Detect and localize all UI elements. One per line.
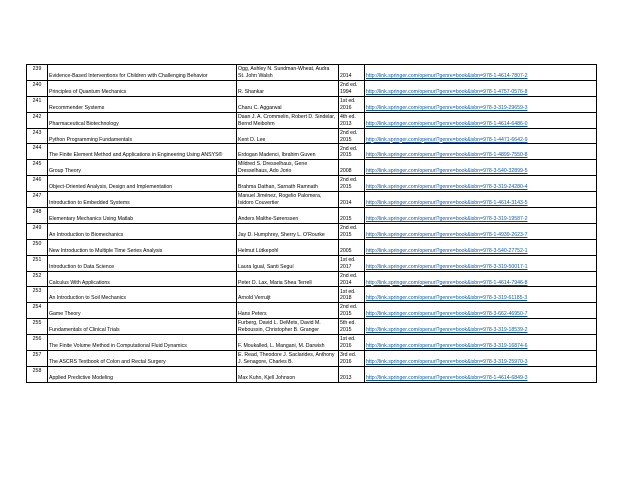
book-authors: Daan J. A. Crommelin, Robert D. Sindelar, Bernd Meibohm: [237, 112, 339, 128]
book-edition: 2nd ed. 2015: [339, 176, 365, 192]
book-authors: Manuel Jiménez, Rogelio Palomera, Isidoro Couvertier: [237, 192, 339, 208]
book-edition: 2nd ed. 2015: [339, 303, 365, 319]
book-authors: Charu C. Aggarwal: [237, 96, 339, 112]
book-link[interactable]: http://link.springer.com/openurl?genre=book&isbn=978-3-540-27752-1: [366, 247, 528, 254]
book-authors: Max Kuhn, Kjell Johnson: [237, 366, 339, 382]
table-row: [27, 192, 597, 208]
row-number: 243: [27, 128, 48, 144]
table-row: [27, 65, 597, 81]
row-number: 257: [27, 351, 48, 367]
book-edition: 2nd ed. 2015: [339, 223, 365, 239]
row-number: 255: [27, 319, 48, 335]
book-link[interactable]: http://link.springer.com/openurl?genre=book&isbn=978-1-4614-3143-5: [366, 200, 528, 207]
book-edition: 2nd ed. 1994: [339, 80, 365, 96]
row-number: 252: [27, 271, 48, 287]
table-row: [27, 176, 597, 192]
book-link-cell: [365, 335, 597, 351]
book-edition: 3rd ed. 2016: [339, 351, 365, 367]
book-authors: Hans Peters: [237, 303, 339, 319]
table-row: [27, 319, 597, 335]
book-link-cell: [365, 239, 597, 255]
row-number: 248: [27, 208, 48, 224]
table-row: [27, 271, 597, 287]
book-authors: Anders Malthe-Sørenssen: [237, 208, 339, 224]
book-link[interactable]: http://link.springer.com/openurl?genre=book&isbn=978-1-4471-6642-9: [366, 136, 528, 143]
book-link[interactable]: http://link.springer.com/openurl?genre=book&isbn=978-3-319-25970-3: [366, 359, 528, 366]
book-link[interactable]: http://link.springer.com/openurl?genre=book&isbn=978-1-4614-7807-2: [366, 72, 528, 79]
book-edition: 4th ed. 2013: [339, 112, 365, 128]
book-title: New Introduction to Multiple Time Series Analysis: [48, 239, 237, 255]
book-authors: E. Read, Theodore J. Saclarides, Anthony J. Senagore, Charles B.: [237, 351, 339, 367]
table-row: [27, 255, 597, 271]
book-title: Recommender Systems: [48, 96, 237, 112]
table-row: [27, 287, 597, 303]
book-table-body: [27, 65, 597, 383]
book-title: An Introduction to Biomechanics: [48, 223, 237, 239]
book-link[interactable]: http://link.springer.com/openurl?genre=book&isbn=978-1-4757-0576-8: [366, 88, 528, 95]
book-link-cell: [365, 144, 597, 160]
book-edition: 2013: [339, 366, 365, 382]
book-edition: 2nd ed. 2014: [339, 271, 365, 287]
row-number: 246: [27, 176, 48, 192]
book-edition: 1st ed. 2018: [339, 287, 365, 303]
book-link-cell: [365, 303, 597, 319]
table-row: [27, 80, 597, 96]
table-row: [27, 160, 597, 176]
book-link[interactable]: http://link.springer.com/openurl?genre=book&isbn=978-3-319-18539-2: [366, 327, 528, 334]
book-link-cell: [365, 96, 597, 112]
book-title: The Finite Element Method and Applications in Engineering Using ANSYS®: [48, 144, 237, 160]
book-title: Principles of Quantum Mechanics: [48, 80, 237, 96]
table-row: [27, 128, 597, 144]
book-link[interactable]: http://link.springer.com/openurl?genre=book&isbn=978-1-4614-7946-8: [366, 279, 528, 286]
book-authors: Helmut Lütkepohl: [237, 239, 339, 255]
book-link[interactable]: http://link.springer.com/openurl?genre=book&isbn=978-3-319-50017-1: [366, 263, 528, 270]
book-title: Evidence-Based Interventions for Children with Challenging Behavior: [48, 65, 237, 81]
book-link-cell: [365, 80, 597, 96]
book-title: The ASCRS Textbook of Colon and Rectal Surgery: [48, 351, 237, 367]
book-link[interactable]: http://link.springer.com/openurl?genre=book&isbn=978-1-4939-2623-7: [366, 231, 528, 238]
book-title: Applied Predictive Modeling: [48, 366, 237, 382]
book-link-cell: [365, 65, 597, 81]
book-link[interactable]: http://link.springer.com/openurl?genre=book&isbn=978-1-4614-6486-0: [366, 120, 528, 127]
book-link[interactable]: http://link.springer.com/openurl?genre=book&isbn=978-3-540-32899-5: [366, 168, 528, 175]
row-number: 254: [27, 303, 48, 319]
table-row: [27, 144, 597, 160]
table-row: [27, 112, 597, 128]
book-title: Calculus With Applications: [48, 271, 237, 287]
book-authors: Ogg, Ashley N. Sundman-Wheat, Audra St. John Walsh: [237, 65, 339, 81]
book-link-cell: [365, 319, 597, 335]
book-link-cell: [365, 271, 597, 287]
book-link-cell: [365, 112, 597, 128]
book-title: Pharmaceutical Biotechnology: [48, 112, 237, 128]
book-link[interactable]: http://link.springer.com/openurl?genre=book&isbn=978-3-319-61185-3: [366, 295, 528, 302]
book-authors: Laura Igual, Santi Seguí: [237, 255, 339, 271]
book-title: An Introduction to Soil Mechanics: [48, 287, 237, 303]
book-edition: 2nd ed. 2015: [339, 128, 365, 144]
book-link[interactable]: http://link.springer.com/openurl?genre=book&isbn=978-3-319-29659-3: [366, 104, 528, 111]
row-number: 245: [27, 160, 48, 176]
book-title: Fundamentals of Clinical Trials: [48, 319, 237, 335]
book-authors: Kent D. Lee: [237, 128, 339, 144]
book-edition: 2014: [339, 65, 365, 81]
row-number: 256: [27, 335, 48, 351]
table-row: [27, 223, 597, 239]
book-link-cell: [365, 287, 597, 303]
book-edition: 2008: [339, 160, 365, 176]
book-link-cell: [365, 176, 597, 192]
book-title: Introduction to Embedded Systems: [48, 192, 237, 208]
book-link[interactable]: http://link.springer.com/openurl?genre=book&isbn=978-3-319-24280-4: [366, 184, 528, 191]
book-edition: 1st ed. 2016: [339, 96, 365, 112]
book-authors: Erdogan Madenci, Ibrahim Guven: [237, 144, 339, 160]
book-edition: 1st ed. 2016: [339, 335, 365, 351]
book-title: Python Programming Fundamentals: [48, 128, 237, 144]
book-link[interactable]: http://link.springer.com/openurl?genre=book&isbn=978-3-319-16874-6: [366, 343, 528, 350]
book-title: Elementary Mechanics Using Matlab: [48, 208, 237, 224]
book-link-cell: [365, 223, 597, 239]
table-row: [27, 303, 597, 319]
row-number: 240: [27, 80, 48, 96]
book-edition: 1st ed. 2017: [339, 255, 365, 271]
book-title: Introduction to Data Science: [48, 255, 237, 271]
book-authors: Furberg, David L. DeMets, David M. Reboussin, Christopher B. Granger: [237, 319, 339, 335]
book-link-cell: [365, 192, 597, 208]
book-authors: Arnold Verruijt: [237, 287, 339, 303]
book-link[interactable]: http://link.springer.com/openurl?genre=book&isbn=978-3-319-19587-2: [366, 216, 528, 222]
book-edition: 2005: [339, 239, 365, 255]
book-link-cell: [365, 255, 597, 271]
book-authors: R. Shankar: [237, 80, 339, 96]
table-row: [27, 335, 597, 351]
table-row: [27, 239, 597, 255]
book-authors: Peter D. Lax, Maria Shea Terrell: [237, 271, 339, 287]
book-authors: Mildred S. Dresselhaus, Gene Dresselhaus, Ado Jorio: [237, 160, 339, 176]
book-title: Object-Oriented Analysis, Design and Implementation: [48, 176, 237, 192]
book-link[interactable]: http://link.springer.com/openurl?genre=book&isbn=978-1-4614-6849-3: [366, 374, 528, 381]
book-link-cell: [365, 366, 597, 382]
book-link-cell: [365, 128, 597, 144]
row-number: 241: [27, 96, 48, 112]
book-authors: Brahma Dathan, Sarnath Ramnath: [237, 176, 339, 192]
book-title: The Finite Volume Method in Computational Fluid Dynamics: [48, 335, 237, 351]
row-number: 244: [27, 144, 48, 160]
book-authors: Jay D. Humphrey, Sherry L. O'Rourke: [237, 223, 339, 239]
book-link-cell: [365, 160, 597, 176]
book-link[interactable]: http://link.springer.com/openurl?genre=book&isbn=978-1-4899-7550-8: [366, 152, 528, 159]
row-number: 253: [27, 287, 48, 303]
book-edition: 2014: [339, 192, 365, 208]
book-authors: F. Moukalled, L. Mangani, M. Darwish: [237, 335, 339, 351]
row-number: 251: [27, 255, 48, 271]
table-row: [27, 366, 597, 382]
book-link-cell: [365, 208, 597, 224]
book-edition: 5th ed. 2015: [339, 319, 365, 335]
book-title: Group Theory: [48, 160, 237, 176]
book-link[interactable]: http://link.springer.com/openurl?genre=book&isbn=978-3-662-46950-7: [366, 311, 528, 318]
book-link-cell: [365, 351, 597, 367]
table-row: [27, 208, 597, 224]
table-row: [27, 96, 597, 112]
row-number: 249: [27, 223, 48, 239]
book-title: Game Theory: [48, 303, 237, 319]
table-row: [27, 351, 597, 367]
row-number: 247: [27, 192, 48, 208]
book-edition: 2015: [339, 208, 365, 224]
book-table: [26, 64, 597, 383]
row-number: 239: [27, 65, 48, 81]
row-number: 258: [27, 366, 48, 382]
row-number: 242: [27, 112, 48, 128]
book-edition: 2nd ed. 2015: [339, 144, 365, 160]
row-number: 250: [27, 239, 48, 255]
